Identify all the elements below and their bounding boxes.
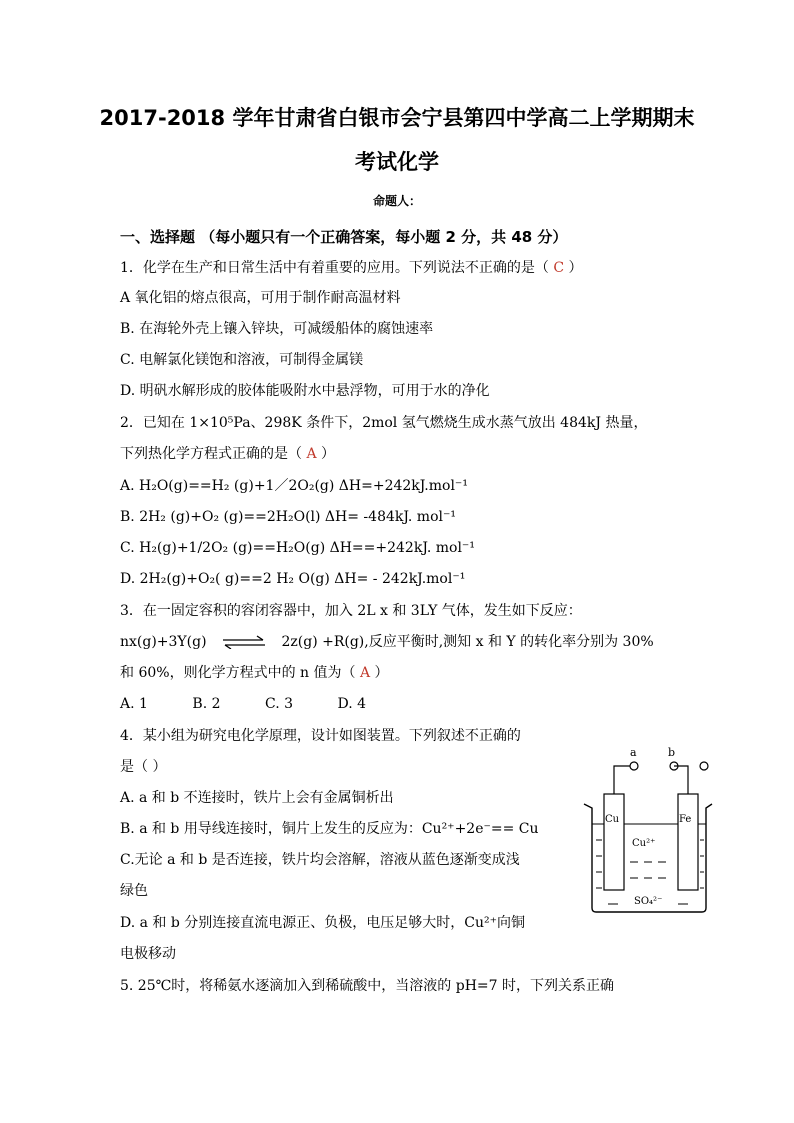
q3-stem-close: ） xyxy=(374,665,389,681)
q1-option-d: D. 明矾水解形成的胶体能吸附水中悬浮物，可用于水的净化 xyxy=(120,383,490,399)
q1-answer: C xyxy=(553,260,565,276)
terminal-b-label: b xyxy=(668,746,676,759)
q1-option-b: B. 在海轮外壳上镶入锌块，可减缓船体的腐蚀速率 xyxy=(120,321,434,337)
q3-stem-line-3 xyxy=(120,663,389,683)
q3-reactants: nx(g)+3Y(g) xyxy=(120,634,207,650)
q1-stem xyxy=(120,258,583,278)
title-line-1: 2017-2018 学年甘肃省白银市会宁县第四中学高二上学期期末 xyxy=(99,106,695,130)
q3-products: 2z(g) +R(g),反应平衡时,测知 x 和 Y 的转化率分别为 30% xyxy=(281,634,654,650)
q2-answer: A xyxy=(306,446,317,462)
q2-stem-line-1: 2．已知在 1×10⁵Pa、298K 条件下，2mol 氢气燃烧生成水蒸气放出 484kJ 热量， xyxy=(120,415,648,431)
q4-option-d-line-2: 电极移动 xyxy=(120,946,176,962)
q4-option-c-line-1: C.无论 a 和 b 是否连接，铁片均会溶解，溶液从蓝色逐渐变成浅 xyxy=(120,852,520,868)
q4-stem-line-2: 是（ ） xyxy=(120,759,167,775)
q2-option-d: D. 2H₂(g)+O₂( g)==2 H₂ O(g) ΔH= - 242kJ.mol⁻¹ xyxy=(120,571,466,587)
q3-answer: A xyxy=(359,665,371,681)
title-line-2: 考试化学 xyxy=(355,150,439,174)
q4-option-b: B. a 和 b 用导线连接时，铜片上发生的反应为：Cu²⁺+2e⁻== Cu xyxy=(120,821,539,837)
section-heading: 一、选择题 （每小题只有一个正确答案，每小题 2 分，共 48 分） xyxy=(120,228,568,246)
wire-a xyxy=(614,766,630,794)
q3-options: A. 1 B. 2 C. 3 D. 4 xyxy=(120,696,367,712)
q4-option-c-line-2: 绿色 xyxy=(120,883,148,899)
copper-electrode xyxy=(604,794,624,890)
terminal-a-label: a xyxy=(630,746,637,759)
sulfate-ion-label: SO₄²⁻ xyxy=(634,896,663,907)
q4-option-d-line-1: D. a 和 b 分别连接直流电源正、负极，电压足够大时，Cu²⁺向铜 xyxy=(120,915,526,931)
q1-stem-text: 1．化学在生产和日常生活中有着重要的应用。下列说法不正确的是（ xyxy=(120,260,549,276)
q2-stem-line-2 xyxy=(120,444,335,464)
q2-stem-text: 下列热化学方程式正确的是（ xyxy=(120,446,302,462)
copper-label: Cu xyxy=(605,814,620,825)
terminal-b-icon xyxy=(700,762,708,770)
q1-option-a: A 氧化铝的熔点很高，可用于制作耐高温材料 xyxy=(120,290,401,306)
q1-stem-close: ） xyxy=(568,260,583,276)
q4-option-a: A. a 和 b 不连接时，铁片上会有金属铜析出 xyxy=(120,790,394,806)
copper-ion-label: Cu²⁺ xyxy=(632,838,656,849)
q2-option-b: B. 2H₂ (g)+O₂ (g)==2H₂O(l) ΔH= -484kJ. mol⁻¹ xyxy=(120,509,456,525)
terminal-a-icon xyxy=(630,762,638,770)
q2-stem-close: ） xyxy=(321,446,336,462)
q3-stem-text: 和 60%，则化学方程式中的 n 值为（ xyxy=(120,665,356,681)
q4-stem-line-1: 4．某小组为研究电化学原理，设计如图装置。下列叙述不正确的 xyxy=(120,728,521,744)
q2-option-c: C. H₂(g)+1/2O₂ (g)==H₂O(g) ΔH==+242kJ. mol⁻¹ xyxy=(120,540,475,556)
iron-electrode xyxy=(678,794,698,890)
q5-stem-line-1: 5. 25℃时，将稀氨水逐滴加入到稀硫酸中，当溶液的 pH=7 时，下列关系正确 xyxy=(120,978,614,994)
q2-option-a: A. H₂O(g)==H₂ (g)+1／2O₂(g) ΔH=+242kJ.mol⁻¹ xyxy=(120,478,468,494)
author-label: 命题人： xyxy=(372,194,421,208)
electrolytic-cell-diagram xyxy=(578,744,718,916)
q1-option-c: C. 电解氯化镁饱和溶液，可制得金属镁 xyxy=(120,352,364,368)
equilibrium-arrow-icon xyxy=(221,635,267,649)
q3-stem-line-2 xyxy=(120,632,654,652)
wire-b xyxy=(674,766,688,794)
q3-stem-line-1: 3．在一固定容积的容闭容器中，加入 2L x 和 3LY 气体，发生如下反应： xyxy=(120,603,582,619)
iron-label: Fe xyxy=(679,814,692,825)
